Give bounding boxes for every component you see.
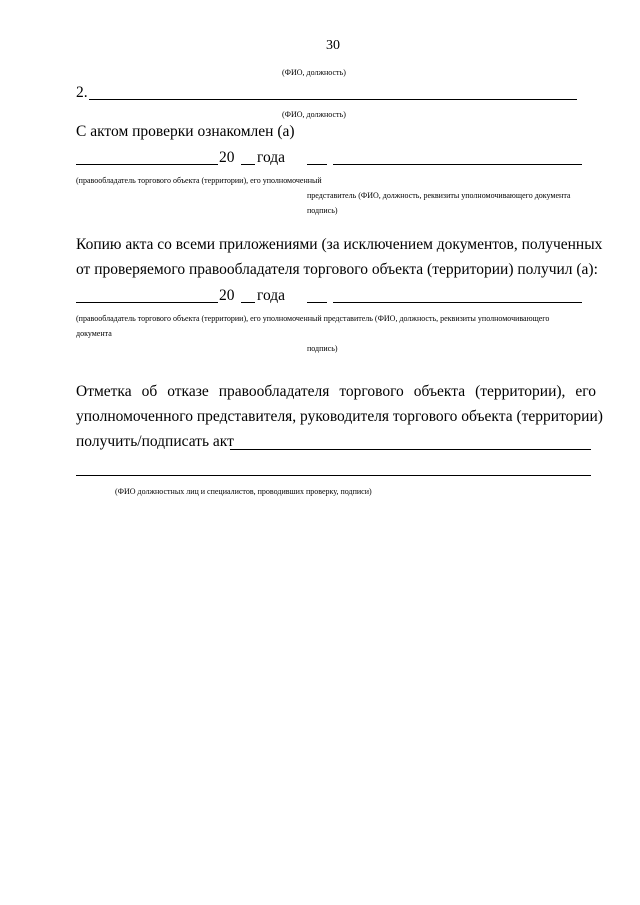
refusal-full-line (76, 475, 591, 476)
copy-text-line2: от проверяемого правообладателя торгового объекта (территории) получил (а): (76, 261, 598, 278)
ack-year-prefix: 20 (219, 149, 235, 166)
copy-signature-line (333, 302, 582, 303)
caption-fio-position-top: (ФИО, должность) (282, 68, 346, 77)
ack-date-line (76, 164, 218, 165)
ack-heading: С актом проверки ознакомлен (а) (76, 123, 295, 140)
refusal-inline-line (230, 449, 591, 450)
ack-caption-line3: подпись) (307, 206, 338, 215)
copy-caption-line1: (правообладатель торгового объекта (территории), его уполномоченный представитель (ФИО, должность, реквизиты уполномочивающего (76, 314, 550, 323)
copy-caption-line2: документа (76, 329, 112, 338)
refusal-text-line1: Отметка об отказе правообладателя торгового объекта (территории), его (76, 383, 596, 400)
ack-year-blank (241, 164, 255, 165)
item-number-2: 2. (76, 84, 88, 101)
copy-text-line1: Копию акта со всеми приложениями (за исключением документов, полученных (76, 236, 603, 253)
copy-year-prefix: 20 (219, 287, 235, 304)
caption-fio-position-under: (ФИО, должность) (282, 110, 346, 119)
ack-caption-line1: (правообладатель торгового объекта (территории), его уполномоченный (76, 176, 322, 185)
refusal-caption: (ФИО должностных лиц и специалистов, проводивших проверку, подписи) (115, 487, 372, 496)
copy-caption-line3: подпись) (307, 344, 338, 353)
copy-year-blank (241, 302, 255, 303)
refusal-text-line3: получить/подписать акт (76, 433, 234, 450)
copy-year-suffix: года (257, 287, 286, 304)
page-number: 30 (326, 38, 340, 53)
ack-short-line (307, 164, 327, 165)
ack-year-suffix: года (257, 149, 286, 166)
ack-signature-line (333, 164, 582, 165)
copy-date-line (76, 302, 218, 303)
refusal-text-line2: уполномоченного представителя, руководителя торгового объекта (территории) (76, 408, 603, 425)
copy-short-line (307, 302, 327, 303)
ack-caption-line2: представитель (ФИО, должность, реквизиты уполномочивающего документа (307, 191, 571, 200)
signature-line-2 (89, 99, 577, 100)
